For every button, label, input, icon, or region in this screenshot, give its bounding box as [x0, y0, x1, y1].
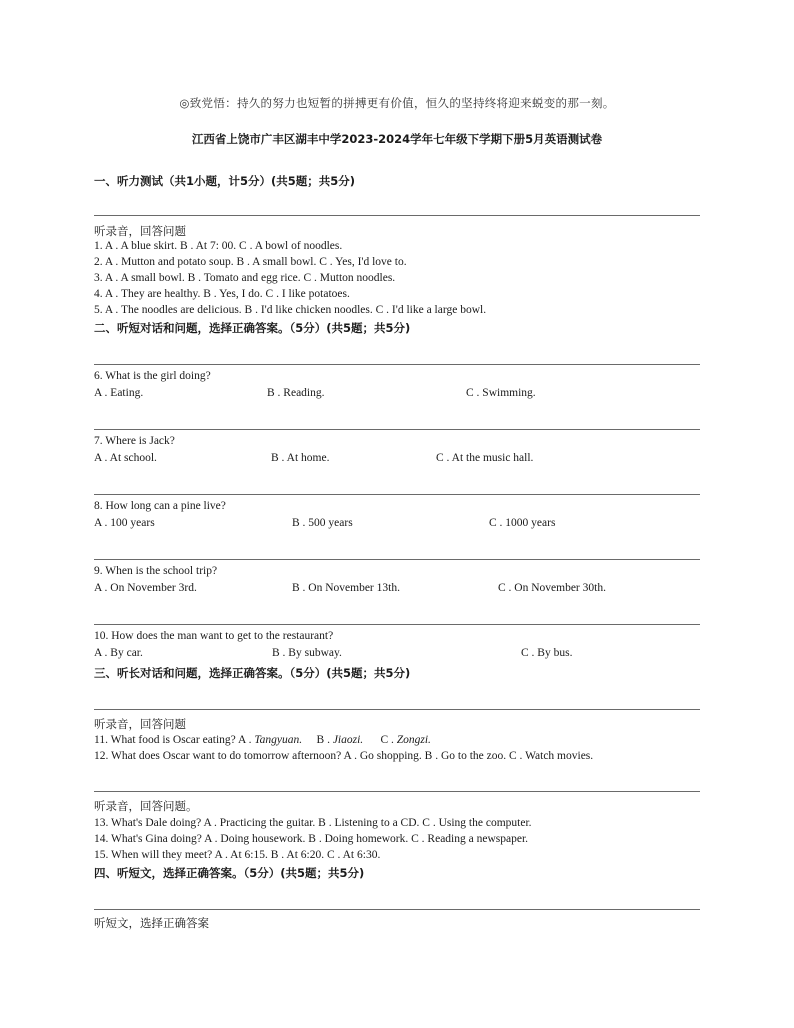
- question-5: 5. A . The noodles are delicious. B . I'd like chicken noodles. C . I'd like a large bowl.: [94, 304, 487, 316]
- divider: [94, 559, 700, 560]
- option-10a: A . By car.: [94, 647, 143, 659]
- question-9: 9. When is the school trip?: [94, 565, 218, 577]
- part1-instruction: 听录音，回答问题: [94, 224, 186, 238]
- question-2: 2. A . Mutton and potato soup. B . A small bowl. C . Yes, I'd love to.: [94, 256, 407, 268]
- option-9b: B . On November 13th.: [292, 582, 400, 594]
- part3-instruction-1: 听录音，回答问题: [94, 717, 186, 731]
- question-12: 12. What does Oscar want to do tomorrow afternoon? A . Go shopping. B . Go to the zoo. C . Watch movies.: [94, 750, 594, 762]
- motto: ◎致党悟：持久的努力也短暂的拼搏更有价值，恒久的坚持终将迎来蜕变的那一刻。: [179, 96, 615, 110]
- divider: [94, 364, 700, 365]
- question-1: 1. A . A blue skirt. B . At 7: 00. C . A bowl of noodles.: [94, 240, 343, 252]
- part4-instruction: 听短文，选择正确答案: [94, 916, 209, 930]
- question-11: [94, 734, 431, 746]
- question-3: 3. A . A small bowl. B . Tomato and egg rice. C . Mutton noodles.: [94, 272, 396, 284]
- option-8b: B . 500 years: [292, 517, 353, 529]
- question-10: 10. How does the man want to get to the restaurant?: [94, 630, 334, 642]
- section-heading-2: 二、听短对话和问题，选择正确答案。（5分）(共5题；共5分): [94, 321, 411, 335]
- section-heading-1: 一、听力测试（共1小题，计5分）(共5题；共5分): [94, 174, 356, 188]
- part3-instruction-2: 听录音，回答问题。: [94, 799, 198, 813]
- option-6a: A . Eating.: [94, 387, 144, 399]
- question-15: 15. When will they meet? A . At 6:15. B . At 6:20. C . At 6:30.: [94, 849, 381, 861]
- divider: [94, 624, 700, 625]
- divider: [94, 791, 700, 792]
- option-9a: A . On November 3rd.: [94, 582, 197, 594]
- option-8c: C . 1000 years: [489, 517, 556, 529]
- option-7b: B . At home.: [271, 452, 330, 464]
- option-10c: C . By bus.: [521, 647, 573, 659]
- option-6c: C . Swimming.: [466, 387, 536, 399]
- option-6b: B . Reading.: [267, 387, 325, 399]
- option-11b: Jiaozi.: [332, 734, 364, 746]
- page-title: 江西省上饶市广丰区湖丰中学2023-2024学年七年级下学期下册5月英语测试卷: [191, 132, 603, 146]
- option-9c: C . On November 30th.: [498, 582, 606, 594]
- divider: [94, 215, 700, 216]
- option-10b: B . By subway.: [272, 647, 342, 659]
- option-11b-label: B .: [316, 734, 333, 746]
- question-11-stem: 11. What food is Oscar eating? A .: [94, 734, 255, 746]
- divider: [94, 909, 700, 910]
- option-11c-label: C .: [380, 734, 397, 746]
- question-6: 6. What is the girl doing?: [94, 370, 211, 382]
- section-heading-3: 三、听长对话和问题，选择正确答案。（5分）(共5题；共5分): [94, 666, 411, 680]
- question-7: 7. Where is Jack?: [94, 435, 175, 447]
- question-14: 14. What's Gina doing? A . Doing housework. B . Doing homework. C . Reading a newspaper.: [94, 833, 529, 845]
- question-4: 4. A . They are healthy. B . Yes, I do. C . I like potatoes.: [94, 288, 350, 300]
- question-8: 8. How long can a pine live?: [94, 500, 226, 512]
- divider: [94, 429, 700, 430]
- option-8a: A . 100 years: [94, 517, 155, 529]
- section-heading-4: 四、听短文，选择正确答案。（5分）(共5题；共5分): [94, 866, 365, 880]
- question-13: 13. What's Dale doing? A . Practicing the guitar. B . Listening to a CD. C . Using the computer.: [94, 817, 532, 829]
- option-11c: Zongzi.: [396, 734, 431, 746]
- option-7a: A . At school.: [94, 452, 157, 464]
- divider: [94, 709, 700, 710]
- option-7c: C . At the music hall.: [436, 452, 534, 464]
- option-11a: Tangyuan.: [254, 734, 303, 746]
- divider: [94, 494, 700, 495]
